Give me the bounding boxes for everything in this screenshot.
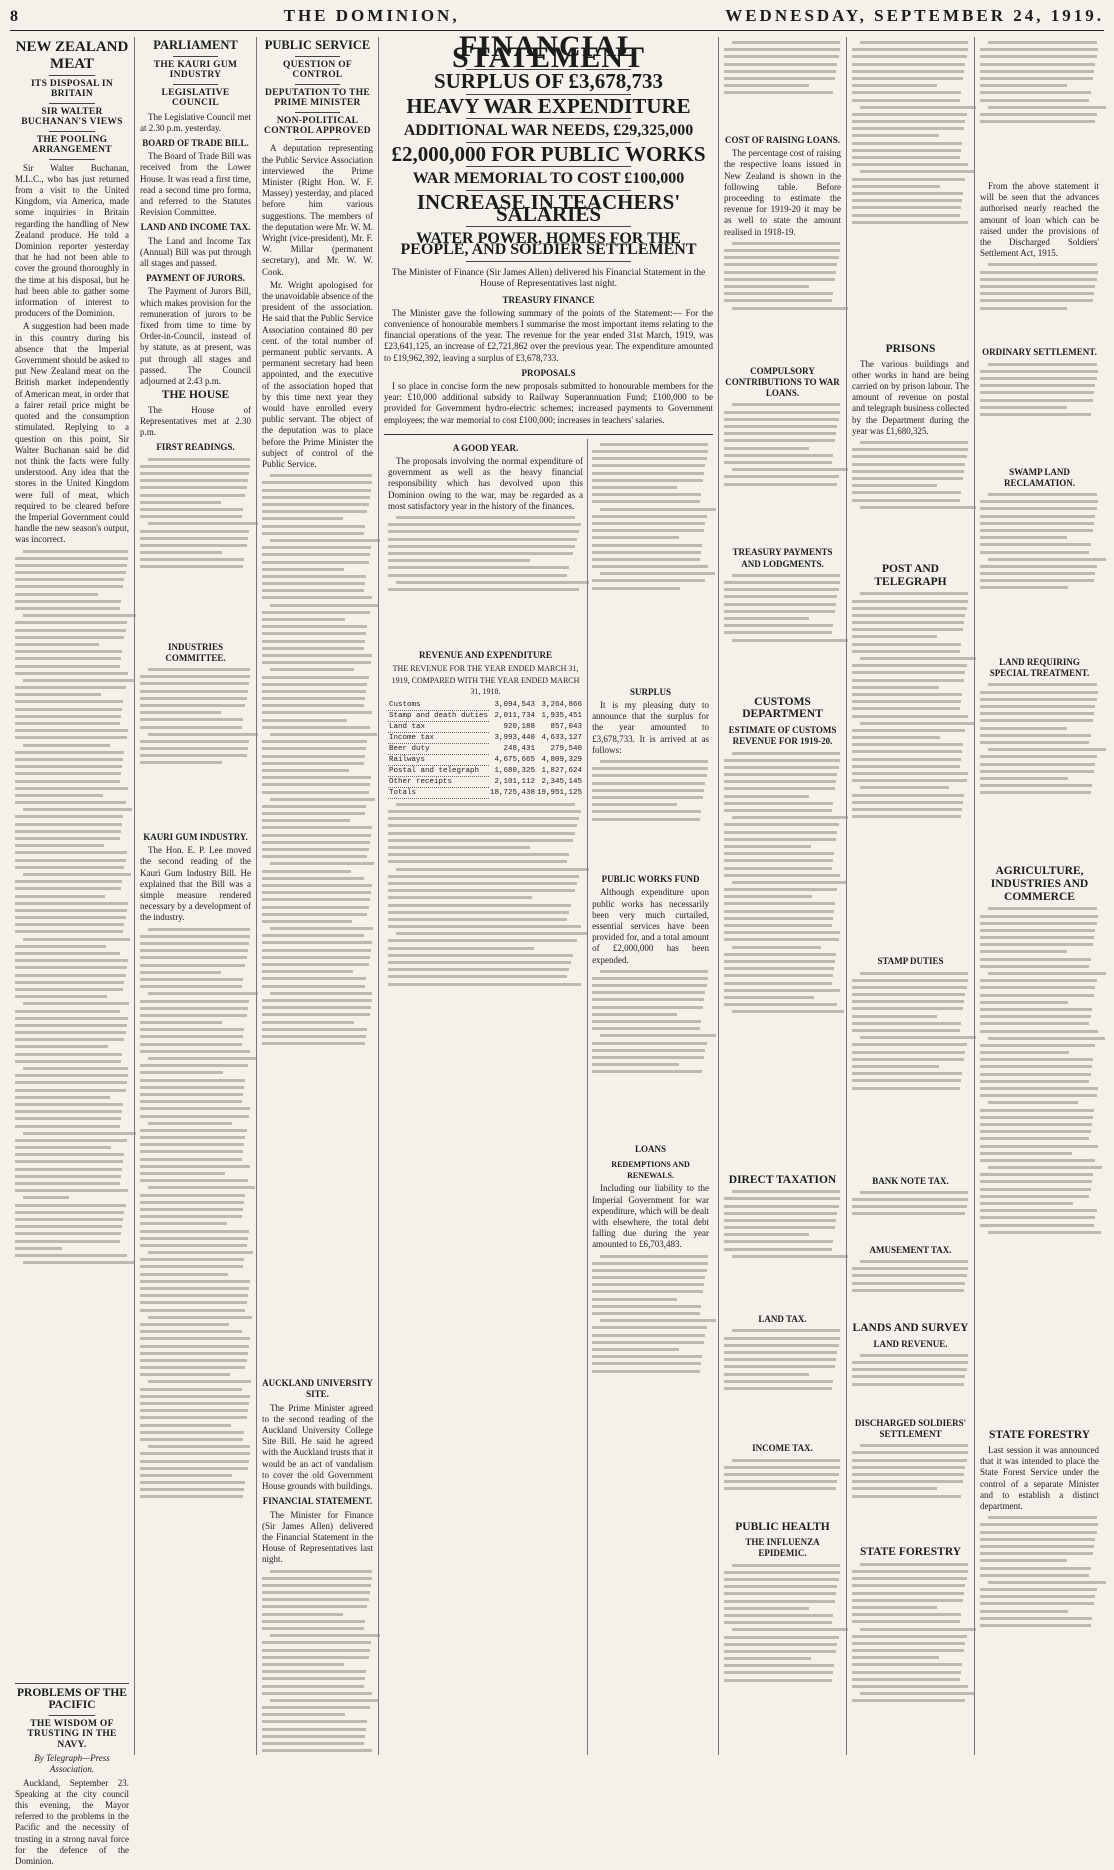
public-works-body: Although expenditure upon public works has necessarily been very much curtailed, essential services have been provided for, and a total amount of £2,000,000 has been expended. xyxy=(592,887,709,965)
banner-war-expenditure: HEAVY WAR EXPENDITURE xyxy=(406,93,691,118)
section-body: The various buildings and other works in hand are being carried on by prison labour. The amount of revenue on postal and telegraph business collected by the Department during the year was £1,680,325. xyxy=(852,358,969,436)
loans-body: Including our liability to the Imperial Government for war expenditure, which will be dealt with elsewhere, the total debt falling due during the year amounted to £6,703,483. xyxy=(592,1183,709,1250)
filler-text xyxy=(724,752,841,1172)
filler-text xyxy=(724,1564,841,1764)
row-label: Railways xyxy=(388,754,489,765)
row-value-1918: 19,951,125 xyxy=(537,788,583,797)
good-year-body: The proposals involving the normal expenditure of government as well as the heavy financial responsibility which has devolved upon this Dominion owing to the war, may be regarded as a most satisfactory year in the history of the finances. xyxy=(388,456,584,511)
row-label: Postal and telegraph xyxy=(388,765,489,776)
row-value-1918: 1,935,451 xyxy=(541,711,583,720)
section-heading: INCOME TAX. xyxy=(752,1443,813,1454)
loans-subheading: REDEMPTIONS AND RENEWALS. xyxy=(611,1159,690,1181)
headline-agriculture: AGRICULTURE, INDUSTRIES AND COMMERCE xyxy=(990,865,1089,903)
filler-text xyxy=(592,970,709,1140)
subhead-kauri: THE KAURI GUM INDUSTRY xyxy=(153,59,238,81)
treasury-heading: TREASURY FINANCE xyxy=(502,294,595,305)
financial-body xyxy=(384,435,713,1755)
section-body: The Board of Trade Bill was received from the Lower House. It was read a first time, read a second time pro forma, and referred to the Statutes Revision Committee. xyxy=(140,151,251,218)
section-body: The Payment of Jurors Bill, which makes provision for the remuneration of jurors to be fixed from time to time by Order-in-Council, instead of by statute, as at present, was put through all stages and passed. The Council adjourned at 2.43 p.m. xyxy=(140,286,251,386)
row-value-1919: 3,993,440 xyxy=(494,733,536,742)
subhead-deputation: DEPUTATION TO THE PRIME MINISTER xyxy=(264,87,371,109)
banner-water-power: WATER POWER, HOMES FOR THE PEOPLE, AND SOLDIER SETTLEMENT xyxy=(400,229,697,259)
row-label: Other receipts xyxy=(388,776,489,787)
section-heading: TREASURY PAYMENTS AND LODGMENTS. xyxy=(732,547,833,569)
financial-statement xyxy=(379,30,719,1755)
section-heading: FINANCIAL STATEMENT. xyxy=(262,1496,373,1507)
filler-text xyxy=(724,1190,841,1310)
section-heading: INDUSTRIES COMMITTEE. xyxy=(165,641,226,663)
banner-surplus: SURPLUS OF £3,678,733 xyxy=(433,69,664,94)
filler-text xyxy=(980,41,1099,181)
row-label: Beer duty xyxy=(388,743,489,754)
filler-text xyxy=(262,1570,373,1870)
subhead-control: QUESTION OF CONTROL xyxy=(282,59,353,81)
body-paragraph: A suggestion had been made in this country during his absence that the Imperial Government should be asked to put New Zealand meat on the British market independently of American meat, in order that a fairer retail price might be quoted and the consumption stimulated. Replying to a question on this point, Sir Walter Buchanan said he did not think the facts were fully understood. Any idea that the stores in the United Kingdom were full of meat, which required to be cleared before the Imperial Government could handle the new season's output, was incorrect. xyxy=(15,321,129,545)
subhead-navy: THE WISDOM OF TRUSTING IN THE NAVY. xyxy=(27,1718,117,1750)
column-meat xyxy=(10,37,135,1866)
headline-state-forestry: STATE FORESTRY xyxy=(988,1429,1091,1442)
section-heading: LAND REQUIRING SPECIAL TREATMENT. xyxy=(989,657,1090,679)
filler-text xyxy=(140,458,251,638)
surplus-body: It is my pleasing duty to announce that the surplus for the year amounted to £3,678,733. It is arrived at as follows: xyxy=(592,700,709,755)
filler-text xyxy=(15,550,129,1680)
section-heading: THE INFLUENZA EPIDEMIC. xyxy=(745,1537,820,1559)
section-body: The Land and Income Tax (Annual) Bill was put through all stages and passed. xyxy=(140,235,251,268)
row-label: Customs xyxy=(388,700,489,711)
filler-text xyxy=(140,668,251,828)
section-heading: COST OF RAISING LOANS. xyxy=(724,135,841,145)
public-works-heading: PUBLIC WORKS FUND xyxy=(601,874,700,885)
headline-pacific: PROBLEMS OF THE PACIFIC xyxy=(17,1686,127,1712)
lead-paragraph: A deputation representing the Public Service Association interviewed the Prime Minister (Right Hon. W. F. Massey) yesterday, and placed before him various suggestions. The members of the deputation were Mr. W. M. Wright (vice-president), Mr. F. W. Millar (permanent secretary), and Mr. W. W. Cook. xyxy=(262,143,373,277)
table-row xyxy=(388,754,583,765)
column-settlement xyxy=(975,37,1104,1755)
section-heading: ORDINARY SETTLEMENT. xyxy=(982,347,1097,358)
headline-parliament: PARLIAMENT xyxy=(153,38,238,52)
filler-text xyxy=(852,1191,969,1241)
filler-text xyxy=(592,760,709,870)
filler-text xyxy=(980,263,1099,343)
filler-text xyxy=(724,242,841,362)
section-heading: SWAMP LAND RECLAMATION. xyxy=(1003,466,1076,488)
headline-lands: LANDS AND SURVEY xyxy=(852,1321,969,1334)
revenue-subheading: THE REVENUE FOR THE YEAR ENDED MARCH 31, 1919, COMPARED WITH THE YEAR ENDED MARCH 31, 1918. xyxy=(391,664,580,696)
column-prisons-post xyxy=(847,37,975,1755)
headline-forestry: STATE FORESTRY xyxy=(859,1546,962,1559)
proposals-heading: PROPOSALS xyxy=(521,367,576,378)
table-row xyxy=(388,787,583,798)
good-year-heading: A GOOD YEAR. xyxy=(452,442,519,453)
subhead-non-political: NON-POLITICAL CONTROL APPROVED xyxy=(264,115,371,136)
section-heading: DISCHARGED SOLDIERS' SETTLEMENT xyxy=(854,1417,967,1439)
filler-text xyxy=(724,574,841,694)
row-value-1918: 2,345,145 xyxy=(541,777,583,786)
filler-text xyxy=(980,363,1099,463)
section-body: The Minister for Finance (Sir James Allen) delivered the Financial Statement in the House of Representatives last night. xyxy=(262,1509,373,1565)
body-paragraph: Mr. Wright apologised for the unavoidable absence of the president of the association. He said that the Public Service Association contained 80 per cent. of the total number of permanent public servants. A permanent secretary had been appointed, and the executive of the association hoped that by this time next year they would have enrolled every public servant. The object of the deputation was to place before the Prime Minister the subject of control of the Public Service. xyxy=(262,279,373,470)
filler-text xyxy=(724,403,841,543)
filler-text xyxy=(724,1329,841,1439)
row-value-1918: 857,043 xyxy=(550,722,583,731)
row-value-1918: 4,633,127 xyxy=(541,733,583,742)
headline-customs: CUSTOMS DEPARTMENT xyxy=(742,695,823,721)
banner-headlines xyxy=(384,30,713,435)
row-value-1919: 3,094,543 xyxy=(494,701,536,710)
section-heading: PAYMENT OF JURORS. xyxy=(146,273,245,284)
table-row xyxy=(388,743,583,754)
filler-text xyxy=(852,441,969,561)
section-body: The Prime Minister agreed to the second reading of the Auckland University College Site Bill. He said he agreed with the Auckland trusts that it would be an act of vandalism to cover the old Government House grounds with buildings. xyxy=(262,1402,373,1492)
filler-text xyxy=(852,972,969,1172)
section-heading: BOARD OF TRADE BILL. xyxy=(142,137,249,148)
filler-text xyxy=(852,1563,969,1793)
row-value-1919: 248,431 xyxy=(503,744,536,753)
column-public-service xyxy=(257,37,379,1755)
banner-title: FINANCIAL STATEMENT xyxy=(452,30,645,75)
section-body: From the above statement it will be seen that the advances authorised nearly reached the amount of loan which can be raised under the provisions of the Discharged Soldiers' Settlement Act, 1915. xyxy=(980,181,1099,259)
section-heading: STAMP DUTIES xyxy=(877,956,944,967)
masthead xyxy=(10,6,1104,31)
filler-text xyxy=(592,443,709,683)
banner-public-works: £2,000,000 FOR PUBLIC WORKS xyxy=(391,142,706,167)
table-row xyxy=(388,710,583,721)
row-value-1919: 1,680,325 xyxy=(494,766,536,775)
table-row xyxy=(388,776,583,787)
section-body: The percentage cost of raising the respective loans issued in New Zealand is shown in the following table. Before proceeding to estimate the revenue for 1919-20 it may be as well to state the amount realised in 1918-19. xyxy=(724,148,841,237)
loans-heading: LOANS xyxy=(635,1143,667,1154)
headline-public-service: PUBLIC SERVICE xyxy=(264,38,371,52)
filler-text xyxy=(980,907,1099,1427)
section-body: The Hon. E. P. Lee moved the second reading of the Kauri Gum Industry Bill. He explained that the Bill was a simple measure rendered necessary by a development of the industry. xyxy=(140,845,251,923)
section-heading: AMUSEMENT TAX. xyxy=(869,1244,952,1255)
filler-text xyxy=(980,683,1099,863)
byline: By Telegraph—Press Association. xyxy=(34,1753,110,1775)
row-label: Income tax xyxy=(388,732,489,743)
subhead-council: LEGISLATIVE COUNCIL xyxy=(161,87,230,109)
filler-text xyxy=(852,1444,969,1544)
headline-direct-taxation: DIRECT TAXATION xyxy=(728,1173,837,1186)
treasury-body: The Minister gave the following summary of the points of the Statement:— For the convenience of honourable members I summarise the most important items relating to the financial operations of the year. The revenue for the year ended 31st March, 1919, was £23,641,125, an increase of £2,721,862 over the previous year. The expenditure amounted to £19,962,392, leaving a surplus of £3,678,733. xyxy=(384,307,713,363)
banner-war-memorial: WAR MEMORIAL TO COST £100,000 xyxy=(412,170,685,188)
section-heading: KAURI GUM INDUSTRY. xyxy=(143,832,248,843)
row-label: Stamp and death duties xyxy=(389,711,489,720)
filler-text xyxy=(140,928,251,1828)
row-value-1919: 2,011,734 xyxy=(494,711,536,720)
column-parliament xyxy=(135,37,257,1755)
section-body: Last session it was announced that it was intended to place the State Forest Service under the control of a separate Minister and to establish a distinct department. xyxy=(980,1445,1099,1512)
section-heading: BANK NOTE TAX. xyxy=(872,1175,949,1186)
pacific-body: Auckland, September 23. Speaking at the city council this evening, the Mayor referred to the problems in the Pacific and the necessity of trusting in a strong naval force for the defence of the Dominion. xyxy=(15,1777,129,1866)
financial-subcolumn-right xyxy=(587,439,713,1755)
revenue-table xyxy=(388,700,583,799)
page-number: 8 xyxy=(10,8,18,25)
section-heading: FIRST READINGS. xyxy=(156,442,235,453)
table-row xyxy=(388,700,583,711)
filler-text xyxy=(592,1255,709,1455)
headline-house: THE HOUSE xyxy=(161,389,230,402)
row-label: Land tax xyxy=(388,721,489,732)
intro-paragraph: The Minister of Finance (Sir James Allen) delivered his Financial Statement in the House of Representatives last night. xyxy=(391,268,706,290)
lead-paragraph: Sir Walter Buchanan, M.L.C., who has just returned from a visit to the United Kingdom, via America, made some inquiries in Britain regarding the handling of New Zealand produce. He told a Dominion reporter yesterday that he had not been able to cover the ground thoroughly in the time at his disposal, but he had been able to gather some information of interest to producers of the Dominion. xyxy=(15,162,129,319)
columns xyxy=(10,30,1104,1866)
subhead-pooling: THE POOLING ARRANGEMENT xyxy=(32,134,112,156)
paper-title: THE DOMINION, xyxy=(283,6,460,25)
filler-text xyxy=(724,1459,841,1519)
filler-text xyxy=(852,41,969,341)
surplus-heading: SURPLUS xyxy=(630,686,672,697)
row-value-1918: 1,827,624 xyxy=(541,766,583,775)
section-heading: LAND AND INCOME TAX. xyxy=(140,222,251,233)
banner-war-needs: ADDITIONAL WAR NEEDS, £29,325,000 xyxy=(403,121,694,139)
row-value-1918: 4,809,329 xyxy=(541,755,583,764)
filler-text xyxy=(388,803,583,1103)
section-heading: LAND REVENUE. xyxy=(873,1338,948,1349)
table-row xyxy=(388,732,583,743)
filler-text xyxy=(980,1516,1099,1696)
section-heading: LAND TAX. xyxy=(758,1314,807,1325)
table-row xyxy=(388,765,583,776)
subhead-buchanan: SIR WALTER BUCHANAN'S VIEWS xyxy=(21,106,123,128)
row-label: Totals xyxy=(388,787,489,798)
issue-date: WEDNESDAY, SEPTEMBER 24, 1919. xyxy=(725,6,1104,25)
proposals-body: I so place in concise form the new proposals submitted to honourable members for the year: £10,000 additional subsidy to Railway Superannuation Fund; £100,000 to be provided for Government hydro-electric schemes; increased payments to Government employees; the war memorial to cost £100,000; increases in teachers' salaries. xyxy=(384,381,713,425)
headline-prisons: PRISONS xyxy=(885,343,936,355)
row-value-1919: 18,725,438 xyxy=(490,788,536,797)
filler-text xyxy=(724,41,841,131)
revenue-heading: REVENUE AND EXPENDITURE xyxy=(419,650,553,661)
table-row xyxy=(388,721,583,732)
row-value-1918: 279,540 xyxy=(550,744,583,753)
row-value-1919: 920,188 xyxy=(503,722,536,731)
financial-subcolumn-left xyxy=(384,439,587,1755)
row-value-1919: 4,675,665 xyxy=(494,755,536,764)
section-heading: ESTIMATE OF CUSTOMS REVENUE FOR 1919-20. xyxy=(728,725,837,747)
section-heading: AUCKLAND UNIVERSITY SITE. xyxy=(262,1378,373,1400)
filler-text xyxy=(852,592,969,952)
filler-text xyxy=(852,1260,969,1320)
filler-text xyxy=(980,493,1099,653)
section-body: The House of Representatives met at 2.30 p.m. xyxy=(140,404,251,438)
filler-text xyxy=(262,474,373,1374)
headline-meat: NEW ZEALAND MEAT xyxy=(15,39,129,72)
filler-text xyxy=(852,1354,969,1414)
council-lead: The Legislative Council met at 2.30 p.m. yesterday. xyxy=(140,111,251,133)
section-heading: COMPULSORY CONTRIBUTIONS TO WAR LOANS. xyxy=(725,365,840,399)
column-loans-customs xyxy=(719,37,847,1755)
subhead-disposal: ITS DISPOSAL IN BRITAIN xyxy=(30,79,114,100)
row-value-1918: 3,264,866 xyxy=(541,701,583,710)
filler-text xyxy=(388,516,583,646)
row-value-1919: 2,101,112 xyxy=(494,777,536,786)
headline-public-health: PUBLIC HEALTH xyxy=(735,1520,830,1533)
headline-post: POST AND TELEGRAPH xyxy=(874,563,947,588)
banner-teachers: INCREASE IN TEACHERS' SALARIES xyxy=(416,190,681,226)
